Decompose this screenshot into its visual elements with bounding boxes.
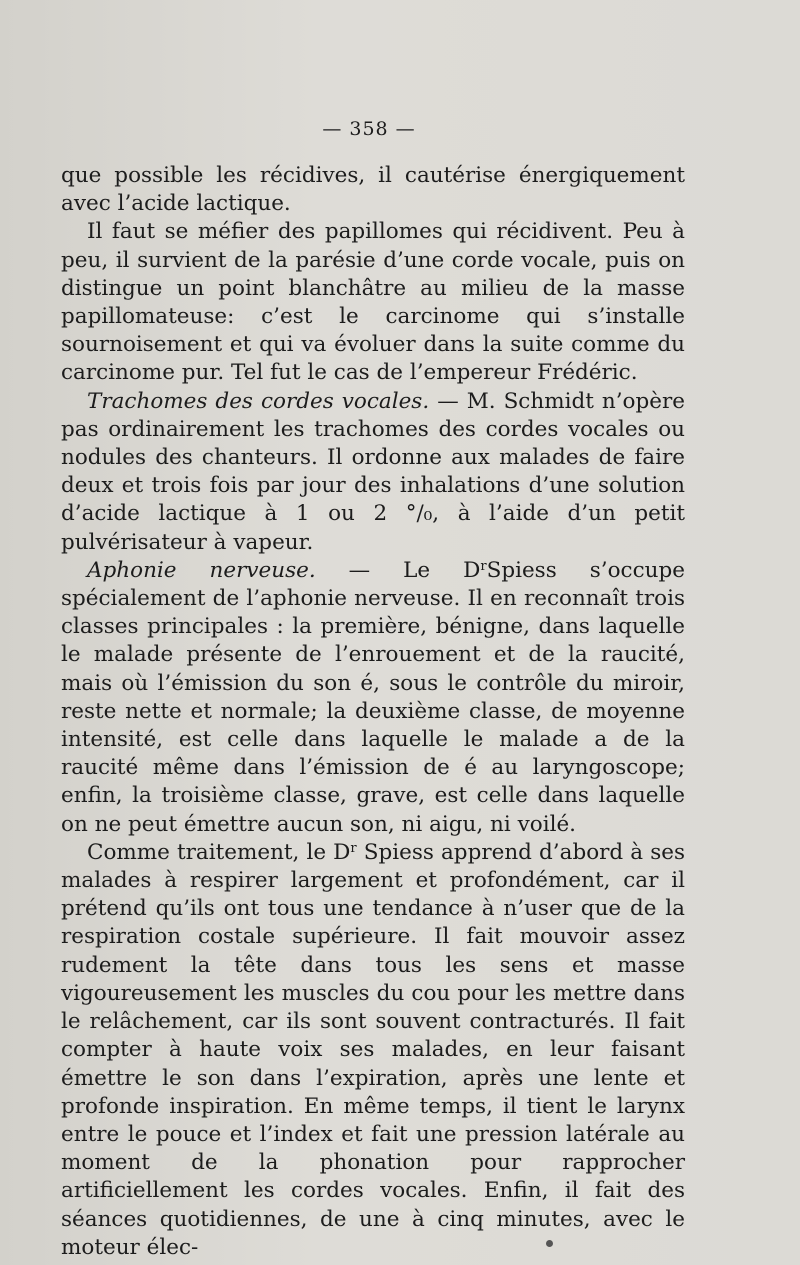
paragraph-aphonie-pre: — Le D (315, 557, 481, 583)
paragraph-aphonie-text: Spiess s’occupe spécialement de l’aphonie nerveuse. Il en reconnaît trois classes principales : la première, bénigne, dans laquelle le malade présente de l’enrouement et de la raucité, mais où l’émission du son é, sous le contrôle du miroir, reste nette et normale; la deuxième classe, de moyenne intensité, est celle dans laquelle le malade a de la raucité même dans l’émission de é au laryngoscope; enfin, la troisième classe, grave, est celle dans laquelle on ne peut émettre aucun son, ni aigu, ni voilé. (61, 557, 685, 837)
body-text (61, 162, 685, 1262)
section-title-trachomes: Trachomes des cordes vocales. (87, 388, 430, 414)
superscript-r: r (350, 840, 357, 856)
ink-spot (546, 1240, 553, 1247)
paragraph-traitement (61, 839, 685, 1262)
page-number: — 358 — (322, 118, 416, 140)
superscript-r: r (480, 558, 487, 574)
paragraph-trachomes (61, 388, 685, 557)
paragraph-papillomes: Il faut se méfier des papillomes qui récidivent. Peu à peu, il survient de la parésie d’une corde vocale, puis on distingue un point blanchâtre au milieu de la masse papillomateuse: c’est le carcinome qui s’installe sournoisement et qui va évoluer dans la suite comme du carcinome pur. Tel fut le cas de l’empereur Frédéric. (61, 219, 685, 386)
paragraph-trachomes-text: — M. Schmidt n’opère pas ordinairement les trachomes des cordes vocales ou nodules des chanteurs. Il ordonne aux malades de faire deux et trois fois par jour des inhalations d’une solution d’acide lactique à 1 ou 2 °/₀, à l’aide d’un petit pulvérisateur à vapeur. (61, 388, 685, 555)
section-title-aphonie: Aphonie nerveuse. (87, 557, 316, 583)
paragraph-aphonie (61, 557, 685, 839)
paragraph-traitement-text: Spiess apprend d’abord à ses malades à respirer largement et profondément, car il prétend qu’ils ont tous une tendance à n’user que de la respiration costale supérieure. Il fait mouvoir assez rudement la tête dans tous les sens et masse vigoureusement les muscles du cou pour les mettre dans le relâchement, car ils sont souvent contracturés. Il fait compter à haute voix ses malades, en leur faisant émettre le son dans l’expiration, après une lente et profonde inspiration. En même temps, il tient le larynx entre le pouce et l’index et fait une pression latérale au moment de la phonation pour rapprocher artificiellement les cordes vocales. Enfin, il fait des séances quotidiennes, de une à cinq minutes, avec le moteur élec- (61, 839, 685, 1260)
paragraph-continuation: que possible les récidives, il cautérise énergiquement avec l’acide lactique. (61, 163, 685, 217)
paragraph-traitement-pre: Comme traitement, le D (87, 839, 351, 865)
